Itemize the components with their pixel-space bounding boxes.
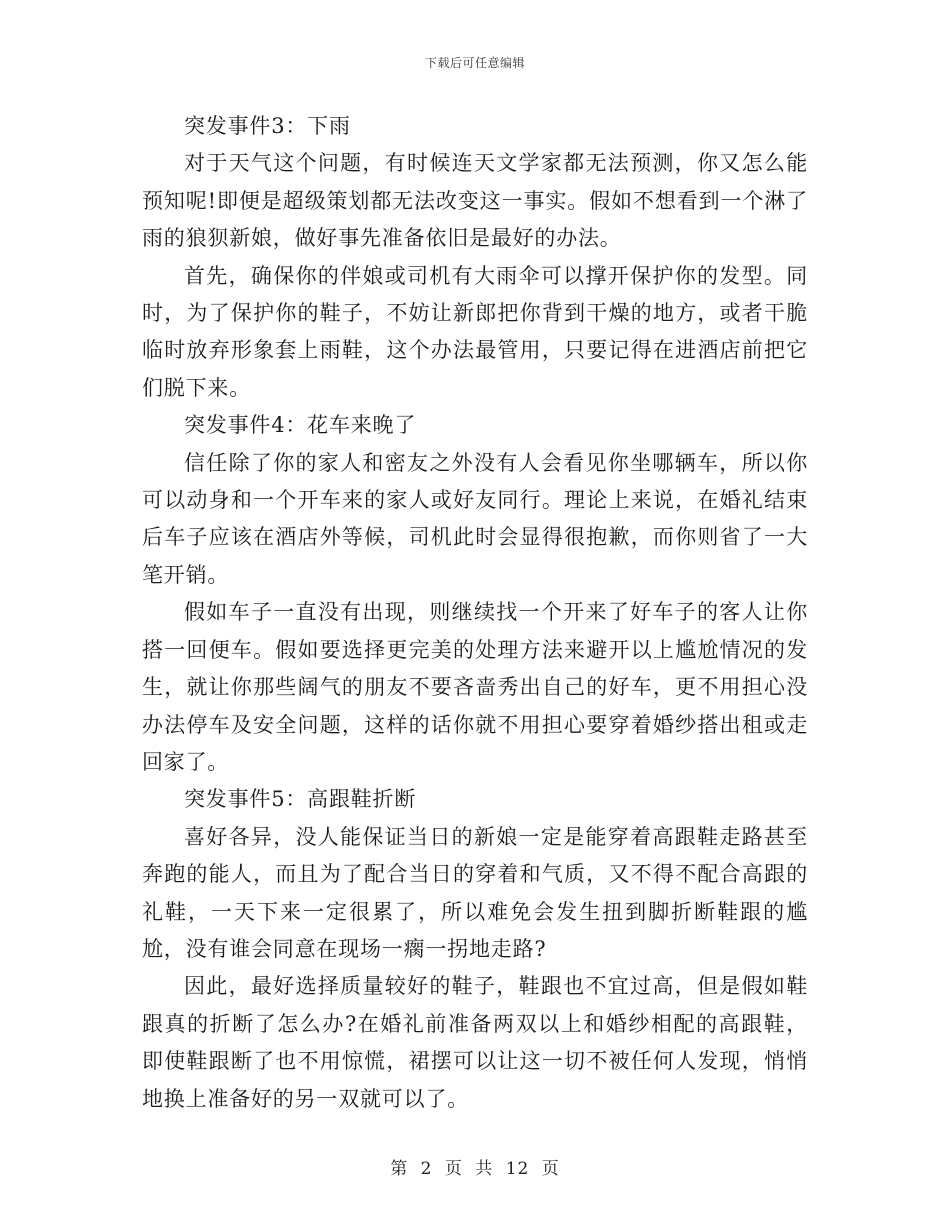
- paragraph-heels: 喜好各异，没人能保证当日的新娘一定是能穿着高跟鞋走路甚至奔跑的能人，而且为了配合当日的穿着和气质，又不得不配合高跟的礼鞋，一天下来一定很累了，所以难免会发生扭到脚折断鞋跟的尴尬，没有谁会同意在现场一瘸一拐地走路?: [142, 824, 808, 961]
- footer-prefix: 第: [390, 1159, 409, 1179]
- footer-current-page: 2: [420, 1159, 433, 1179]
- section-heading-event-5: 突发事件5：高跟鞋折断: [184, 787, 417, 812]
- paragraph-car-missing: 假如车子一直没有出现，则继续找一个开来了好车子的客人让你搭一回便车。假如要选择更完美的处理方法来避开以上尴尬情况的发生，就让你那些阔气的朋友不要吝啬秀出自己的好车，更不用担心没办法停车及安全问题，这样的话你就不用担心要穿着婚纱搭出租或走回家了。: [142, 600, 808, 774]
- section-heading-event-3: 突发事件3：下雨: [184, 114, 351, 138]
- document-body: [142, 108, 808, 1118]
- paragraph-trust-family: 信任除了你的家人和密友之外没有人会看见你坐哪辆车，所以你可以动身和一个开车来的家人或好友同行。理论上来说，在婚礼结束后车子应该在酒店外等候，司机此时会显得很抱歉，而你则省了一大笔开销。: [142, 450, 808, 587]
- page-header-note: 下载后可任意编辑: [424, 56, 525, 70]
- footer-total-word: 共: [475, 1159, 494, 1179]
- section-heading-event-4: 突发事件4：花车来晚了: [184, 413, 417, 438]
- paragraph-weather: 对于天气这个问题，有时候连天文学家都无法预测，你又怎么能预知呢!即便是超级策划都无法改变这一事实。假如不想看到一个淋了雨的狼狈新娘，做好事先准备依旧是最好的办法。: [142, 151, 808, 251]
- page-footer: [0, 1154, 950, 1179]
- footer-page-word: 页: [444, 1159, 463, 1179]
- footer-suffix: 页: [541, 1159, 560, 1179]
- footer-total-pages: 12: [505, 1159, 530, 1179]
- paragraph-umbrella: 首先，确保你的伴娘或司机有大雨伞可以撑开保护你的发型。同时，为了保护你的鞋子，不妨让新郎把你背到干燥的地方，或者干脆临时放弃形象套上雨鞋，这个办法最管用，只要记得在进酒店前把它们脱下来。: [142, 263, 808, 400]
- paragraph-spare-shoes: 因此，最好选择质量较好的鞋子，鞋跟也不宜过高，但是假如鞋跟真的折断了怎么办?在婚礼前准备两双以上和婚纱相配的高跟鞋，即使鞋跟断了也不用惊慌，裙摆可以让这一切不被任何人发现，悄悄地换上准备好的另一双就可以了。: [142, 974, 808, 1111]
